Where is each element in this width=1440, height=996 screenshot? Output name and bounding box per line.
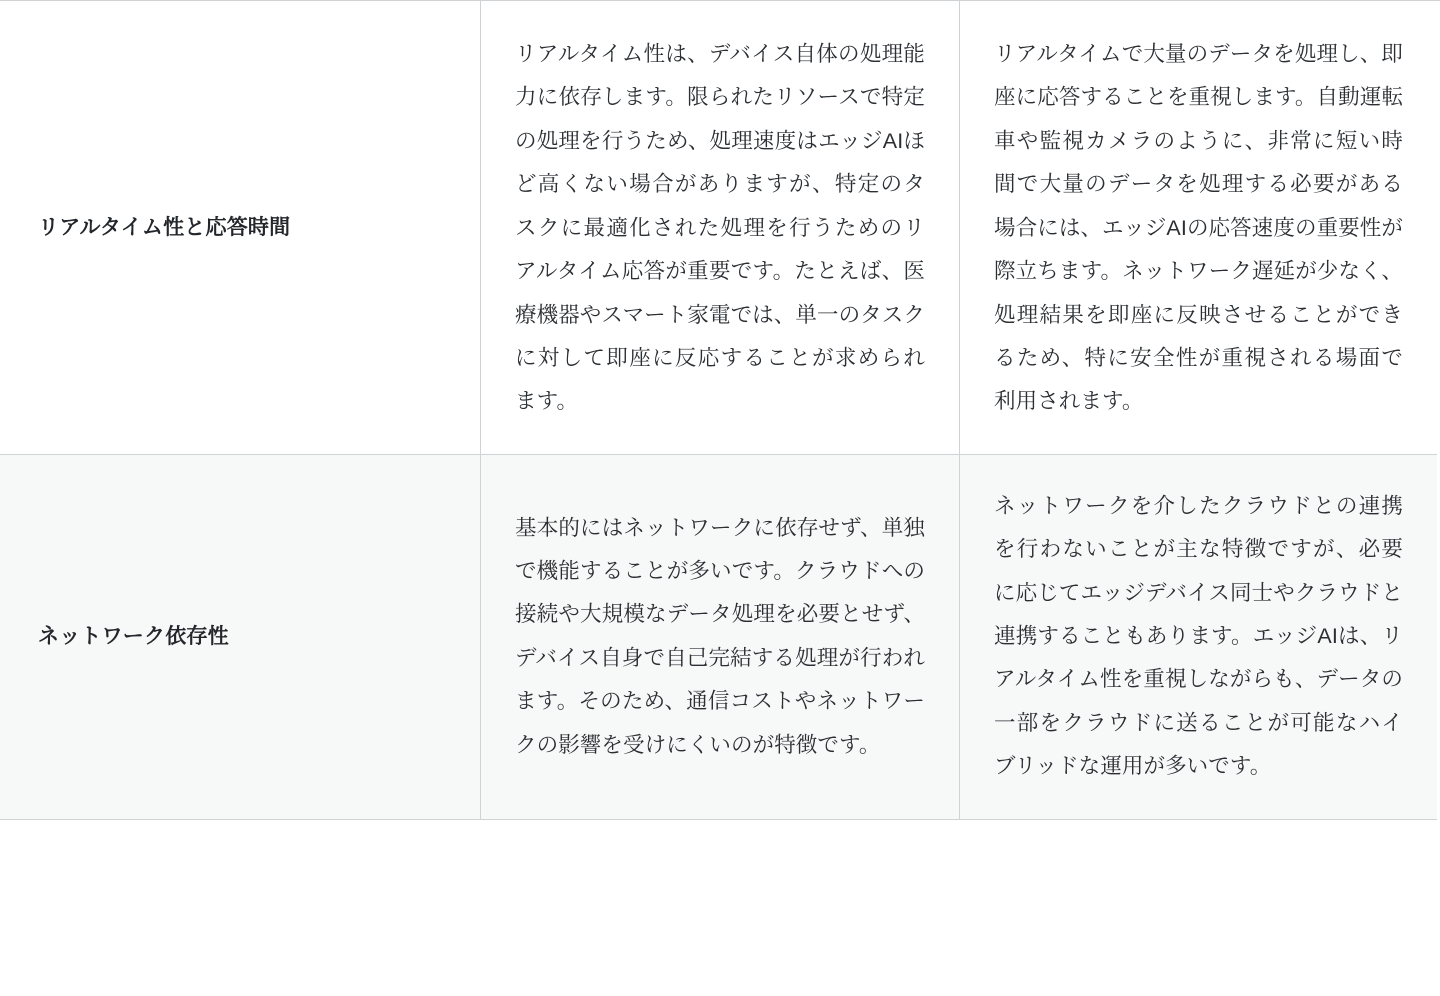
row-edge-device-cell: [481, 454, 960, 819]
row-criterion-label: リアルタイム性と応答時間: [38, 215, 291, 239]
table-row: [0, 1, 1437, 455]
row-edge-device-text: リアルタイム性は、デバイス自体の処理能力に依存します。限られたリソースで特定の処理を行うため、処理速度はエッジAIほど高くない場合がありますが、特定のタスクに最適化された処理を行うためのリアルタイム応答が重要です。たとえば、医療機器やスマート家電では、単一のタスクに対して即座に反応することが求められます。: [515, 42, 925, 414]
row-edge-ai-text: リアルタイムで大量のデータを処理し、即座に応答することを重視します。自動運転車や監視カメラのように、非常に短い時間で大量のデータを処理する必要がある場合には、エッジAIの応答速度の重要性が際立ちます。ネットワーク遅延が少なく、処理結果を即座に反映させることができるため、特に安全性が重視される場面で利用されます。: [994, 42, 1403, 414]
row-criterion-label: ネットワーク依存性: [38, 624, 229, 648]
row-criterion-cell: [0, 1, 481, 455]
row-edge-device-text: 基本的にはネットワークに依存せず、単独で機能することが多いです。クラウドへの接続や大規模なデータ処理を必要とせず、デバイス自身で自己完結する処理が行われます。そのため、通信コストやネットワークの影響を受けにくいのが特徴です。: [515, 515, 925, 757]
row-edge-ai-text: ネットワークを介したクラウドとの連携を行わないことが主な特徴ですが、必要に応じてエッジデバイス同士やクラウドと連携することもあります。エッジAIは、リアルタイム性を重視しながらも、データの一部をクラウドに送ることが可能なハイブリッドな運用が多いです。: [994, 493, 1403, 779]
row-criterion-cell: [0, 454, 481, 819]
row-edge-ai-cell: [960, 454, 1438, 819]
row-edge-ai-cell: [960, 1, 1438, 455]
table-row: [0, 454, 1437, 819]
table-top-border: [0, 0, 1440, 1]
row-edge-device-cell: [481, 1, 960, 455]
